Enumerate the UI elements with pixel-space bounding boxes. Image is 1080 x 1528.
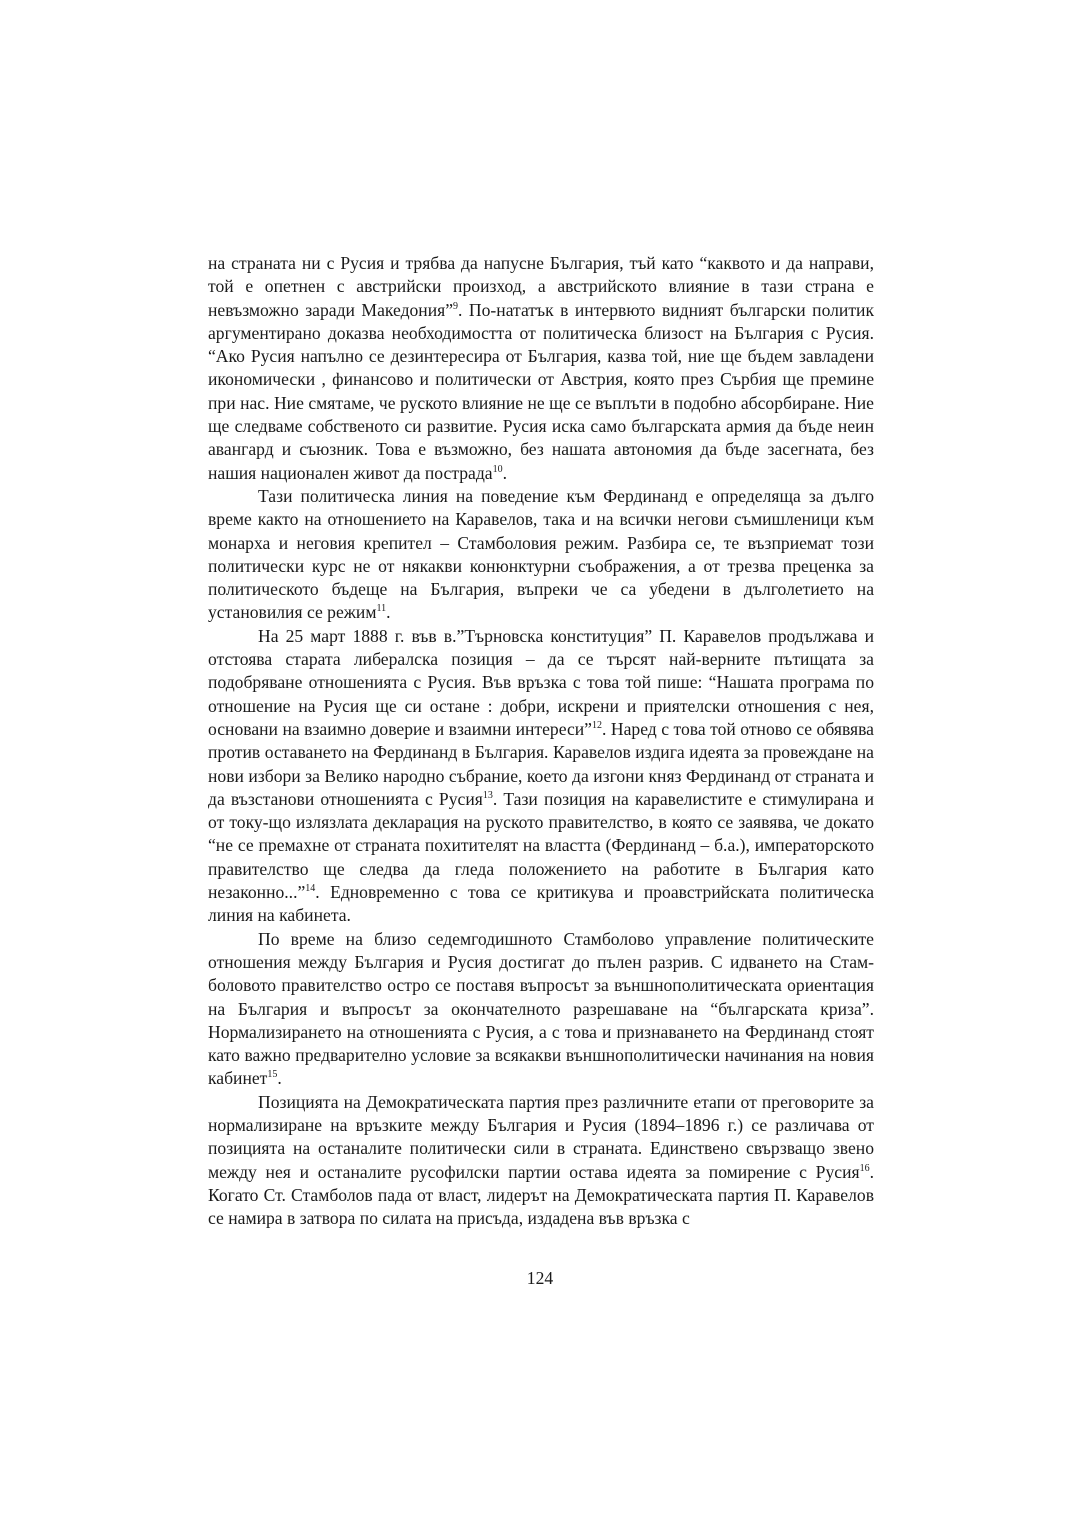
- paragraph: [208, 252, 874, 485]
- body-text: [208, 252, 874, 1230]
- text-run: . Едновременно с това се критикува и проавстрийската политическа линия на кабинета.: [208, 882, 874, 926]
- paragraph: [208, 485, 874, 625]
- text-run: . Наред с това той отново се обявява против оставането на Фердинанд в България. Каравелов издига идеята за провеждане на нови избори за Велико народно събрание, което да изгони княз Фердинанд от страната и да възстанови отношенията с Русия: [208, 718, 874, 809]
- text-run: Тази политическа линия на поведение към Фердинанд е определяща за дълго време както на отношението на Каравелов, така и на всички негови съмишленици към монарха и неговия крепител – Стамболовия режим. Разбира се, те възприемат този политически курс не от някакви конюнктурни съображения, а от трезва преценка за политическото бъдеще на България, въпреки че са убедени в дълголетието на установилия се режим: [208, 485, 874, 623]
- footnote-ref: 16: [859, 1162, 870, 1174]
- text-run: . Когато Ст. Стамболов пада от власт, лидерът на Демократическата партия П. Каравелов се намира в затвора по силата на присъда, издадена във връзка с: [208, 1161, 874, 1229]
- text-run: . Тази позиция на каравелистите е стимулирана и от току-що излязлата декларация на руското правителство, в която се заявява, че докато “не се премахне от страната похитителят на властта (Фердинанд – б.а.), императорското правителство ще следва да гледа положението на работите в България като незаконно...”: [208, 788, 874, 903]
- text-run: на страната ни с Русия и трябва да напусне България, тъй като “каквото и да направи, той е опетнен с австрийски произход, а австрийското влияние в тази страна е невъзможно заради Македония”: [208, 253, 874, 320]
- paragraph: [208, 625, 874, 928]
- paragraph: [208, 928, 874, 1091]
- text-run: .: [277, 1068, 282, 1089]
- footnote-ref: 9: [453, 300, 459, 312]
- page-number: 124: [526, 1268, 554, 1288]
- footnote-ref: 12: [592, 720, 602, 732]
- text-run: На 25 март 1888 г. във в.”Търновска конституция” П. Каравелов продължава и отстоява старата либералска позиция – да се търсят най-верните пътищата за подобряване отношенията с Русия. Във връзка с това той пише: “Нашата програма по отношение на Русия ще си остане : добри, искрени и приятелски отношения с нея, основани на взаимно доверие и взаимни интереси”: [208, 625, 874, 739]
- text-run: По време на близо седемгодишното Стамболово управление политическите отношения между България и Русия достигат до пълен разрив. С идването на Стамболовото правителство остро се поставя въпросът за външнополитическата ориентация на България и въпросът за окончателното разрешаване на “българската криза”. Нормализирането на отношенията с Русия, а с това и признаването на Фердинанд стоят като важно предварително условие за всякакви външнополитически начинания на новия кабинет: [208, 928, 874, 1089]
- footnote-ref: 11: [376, 603, 387, 615]
- paragraph: [208, 1091, 874, 1231]
- text-run: .: [386, 602, 391, 623]
- text-run: .: [502, 462, 508, 483]
- footnote-ref: 10: [492, 463, 503, 475]
- footnote-ref: 15: [267, 1069, 278, 1081]
- text-run: . По-нататък в интервюто видният български политик аргументирано доказва необходимостта от политическа близост на България с Русия. “Ако Русия напълно се дезинтересира от България, казва той, ние ще бъдем завладени икономически , финансово и политически от Австрия, която през Сърбия ще премине при нас. Ние смятаме, че руското влияние не ще се въплъти в подобно абсорбиране. Ние ще следваме собственото си развитие. Русия иска само българската армия да бъде неин авангард и съюзник. Това е възможно, без нашата автономия да бъде засегната, без нашия национален живот да пострада: [208, 299, 874, 483]
- footnote-ref: 13: [482, 789, 493, 801]
- footnote-ref: 14: [305, 883, 316, 895]
- text-run: Позицията на Демократическата партия през различните етапи от преговорите за нормализиране на връзките между България и Русия (1894–1896 г.) се различава от позицията на останалите политически сили в страната. Единствено свързващо звено между нея и останалите русофилски партии остава идеята за помирение с Русия: [208, 1091, 874, 1182]
